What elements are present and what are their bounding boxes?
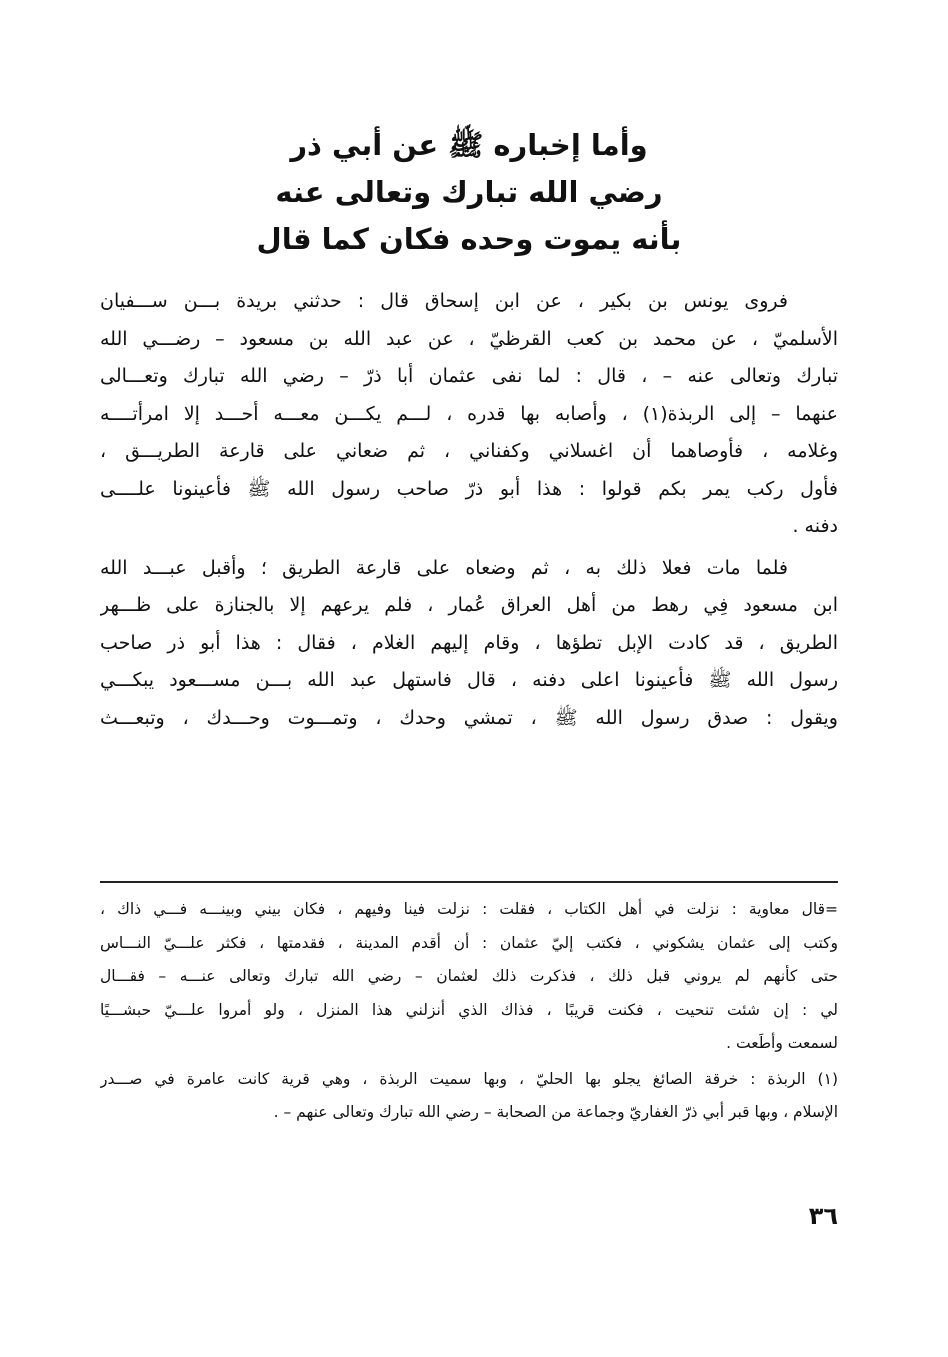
- text-line: ويقول : صدق رسول الله ﷺ ، تمشي وحدك ، وتمـــوت وحـــدك ، وتبعـــث: [100, 706, 838, 729]
- footnote-continued: [100, 893, 838, 1061]
- footnote-line: =قال معاوية : نزلت في أهل الكتاب ، فقلت : نزلت فينا وفيهم ، فكان بيني وبينـــه فـــي ذاك ،: [100, 900, 838, 918]
- paragraph-1: [100, 283, 838, 546]
- footnotes: [100, 893, 838, 1132]
- title-line-2: رضي الله تبارك وتعالى عنه: [275, 175, 663, 209]
- footnote-line: لي : إن شئت تنحيت ، فكنت قريبًا ، فذاك الذي أنزلني هذا المنزل ، ولو أمروا علـــيّ حبشـــيًا: [100, 1000, 838, 1019]
- text-line: عنهما – إلى الربذة(١) ، وأصابه بها قدره ، لـــم يكـــن معـــه أحـــد إلا امرأتــــه: [100, 402, 838, 425]
- text-line: دفنه .: [792, 515, 838, 537]
- footnote-line: الإسلام ، وبها قبر أبي ذرّ الغفاريّ وجماعة من الصحابة – رضي الله تبارك وتعالى عنهم – .: [273, 1103, 838, 1121]
- text-line: وغلامه ، فأوصاهما أن اغسلاني وكفناني ، ثم ضعاني على قارعة الطريـــق ،: [100, 440, 838, 462]
- text-line: رسول الله ﷺ فأعينونا اعلى دفنه ، قال فاستهل عبد الله بـــن مســـعود يبكـــي: [100, 669, 838, 691]
- title-line-3: بأنه يموت وحده فكان كما قال: [256, 222, 682, 256]
- footnote-line: حتى كأنهم لم يروني قبل ذلك ، فذكرت ذلك لعثمان – رضي الله تبارك وتعالى عنـــه – فقـــال: [100, 967, 838, 985]
- text-line: ابن مسعود فِي رهط من أهل العراق عُمار ، فلم يرعهم إلا بالجنازة على ظـــهر: [100, 594, 838, 616]
- footnote-divider: [100, 881, 838, 883]
- text-line: فلما مات فعلا ذلك به ، ثم وضعاه على قارعة الطريق ؛ وأقبل عبـــد الله: [100, 556, 788, 579]
- footnote-line: وكتب إلى عثمان يشكوني ، فكتب إليّ عثمان : أن أقدم المدينة ، فقدمتها ، فكثر علـــيّ النـــاس: [100, 933, 838, 952]
- page-number: ٣٦: [808, 1202, 838, 1230]
- title-line-1: وأما إخباره ﷺ عن أبي ذر: [290, 128, 648, 162]
- footnote-line: لسمعت وأطَعت .: [726, 1034, 838, 1052]
- text-line: الأسلميّ ، عن محمد بن كعب القرظيّ ، عن عبد الله بن مسعود – رضـــي الله: [100, 327, 838, 350]
- book-page: [100, 0, 838, 1357]
- main-text: [100, 283, 838, 741]
- chapter-title: [100, 122, 838, 263]
- text-line: تبارك وتعالى عنه – ، قال : لما نفى عثمان أبا ذرّ – رضي الله تبارك وتعـــالى: [100, 365, 838, 387]
- text-line: فأول ركب يمر بكم قولوا : هذا أبو ذرّ صاحب رسول الله ﷺ فأعينونا علــــى: [100, 477, 838, 500]
- text-line: فروى يونس بن بكير ، عن ابن إسحاق قال : حدثني بريدة بـــن ســـفيان: [100, 290, 788, 312]
- text-line: الطريق ، قد كادت الإبل تطؤها ، وقام إليهم الغلام ، فقال : هذا أبو ذر صاحب: [100, 631, 838, 654]
- footnote-1: [100, 1063, 838, 1130]
- paragraph-2: [100, 550, 838, 738]
- footnote-line: (١) الربذة : خرقة الصائغ يجلو بها الحليّ ، وبها سميت الربذة ، وهي قرية كانت عامرة في صـــدر: [100, 1069, 838, 1088]
